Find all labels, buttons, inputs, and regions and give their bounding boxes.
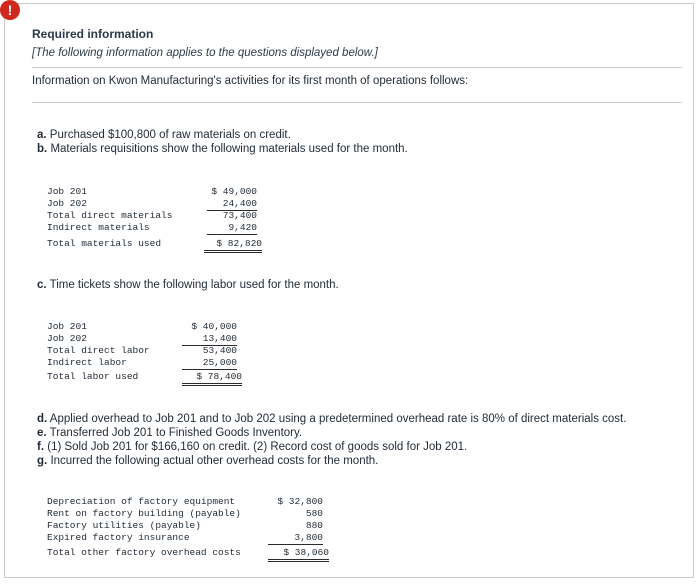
item-d-text: Applied overhead to Job 201 and to Job 202 using a predetermined overhead rate is 80% of direct materials cost.	[49, 413, 627, 425]
item-a-text: Purchased $100,800 of raw materials on credit.	[49, 129, 291, 141]
table-row	[47, 210, 262, 222]
item-e-letter: e.	[37, 427, 47, 439]
alert-icon: !	[0, 0, 20, 20]
row-value: 53,400	[202, 345, 237, 356]
instructions-text: [The following information applies to the questions displayed below.]	[32, 47, 378, 59]
item-b-text: Materials requisitions show the following materials used for the month.	[50, 143, 408, 155]
row-value: 13,400	[182, 333, 237, 346]
item-c	[37, 279, 339, 291]
labor-table	[47, 321, 242, 383]
row-label: Total other factory overhead costs	[47, 547, 241, 558]
item-e	[37, 427, 302, 439]
row-label: Job 201	[47, 186, 87, 197]
row-value: 9,420	[207, 222, 257, 235]
table-row	[47, 198, 262, 210]
item-b	[37, 143, 408, 155]
row-label: Indirect labor	[47, 357, 127, 368]
item-a-letter: a.	[37, 129, 47, 141]
item-e-text: Transferred Job 201 to Finished Goods Inventory.	[49, 427, 303, 439]
row-label: Expired factory insurance	[47, 532, 190, 543]
row-value: 3,800	[268, 532, 323, 545]
row-value: $ 40,000	[191, 321, 237, 332]
row-value: $ 38,060	[268, 547, 329, 562]
item-d-letter: d.	[37, 413, 48, 425]
row-label: Total labor used	[47, 371, 139, 382]
table-row	[47, 547, 329, 559]
row-value: $ 32,800	[277, 496, 323, 507]
table-row	[47, 520, 329, 532]
row-value: $ 49,000	[211, 186, 257, 197]
table-row	[47, 222, 262, 234]
intro-divider	[32, 102, 682, 103]
row-value: $ 82,820	[204, 238, 262, 253]
table-row	[47, 496, 329, 508]
row-label: Indirect materials	[47, 222, 150, 233]
item-g-letter: g.	[37, 455, 48, 467]
item-g-text: Incurred the following actual other overhead costs for the month.	[50, 455, 379, 467]
intro-text: Information on Kwon Manufacturing's activities for its first month of operations follows:	[32, 75, 469, 87]
table-row	[47, 333, 242, 345]
required-information-title: Required information	[32, 27, 154, 41]
item-f-letter: f.	[37, 441, 45, 453]
item-d	[37, 413, 626, 425]
item-f	[37, 441, 467, 453]
item-f-text: (1) Sold Job 201 for $166,160 on credit. (2) Record cost of goods sold for Job 201.	[47, 441, 468, 453]
table-row	[47, 357, 242, 369]
row-value: 25,000	[182, 357, 237, 370]
row-label: Rent on factory building (payable)	[47, 508, 241, 519]
row-label: Factory utilities (payable)	[47, 520, 201, 531]
table-row	[47, 186, 262, 198]
table-row	[47, 345, 242, 357]
overhead-table	[47, 496, 329, 559]
row-value: $ 78,400	[182, 371, 242, 386]
item-a	[37, 129, 291, 141]
row-value: 880	[305, 520, 323, 531]
item-g	[37, 455, 378, 467]
table-row	[47, 238, 262, 250]
table-row	[47, 371, 242, 383]
materials-table	[47, 186, 262, 250]
row-value: 73,400	[222, 210, 257, 221]
row-label: Depreciation of factory equipment	[47, 496, 236, 507]
table-row	[47, 508, 329, 520]
item-c-text: Time tickets show the following labor used for the month.	[49, 279, 339, 291]
item-c-letter: c.	[37, 279, 47, 291]
row-label: Job 202	[47, 333, 87, 344]
table-row	[47, 532, 329, 544]
row-label: Job 202	[47, 198, 87, 209]
row-label: Total direct labor	[47, 345, 150, 356]
row-value: 580	[305, 508, 323, 519]
item-b-letter: b.	[37, 143, 48, 155]
row-label: Job 201	[47, 321, 87, 332]
row-label: Total materials used	[47, 238, 162, 249]
row-label: Total direct materials	[47, 210, 173, 221]
table-row	[47, 321, 242, 333]
header-divider	[32, 67, 682, 68]
row-value: 24,400	[207, 198, 257, 211]
